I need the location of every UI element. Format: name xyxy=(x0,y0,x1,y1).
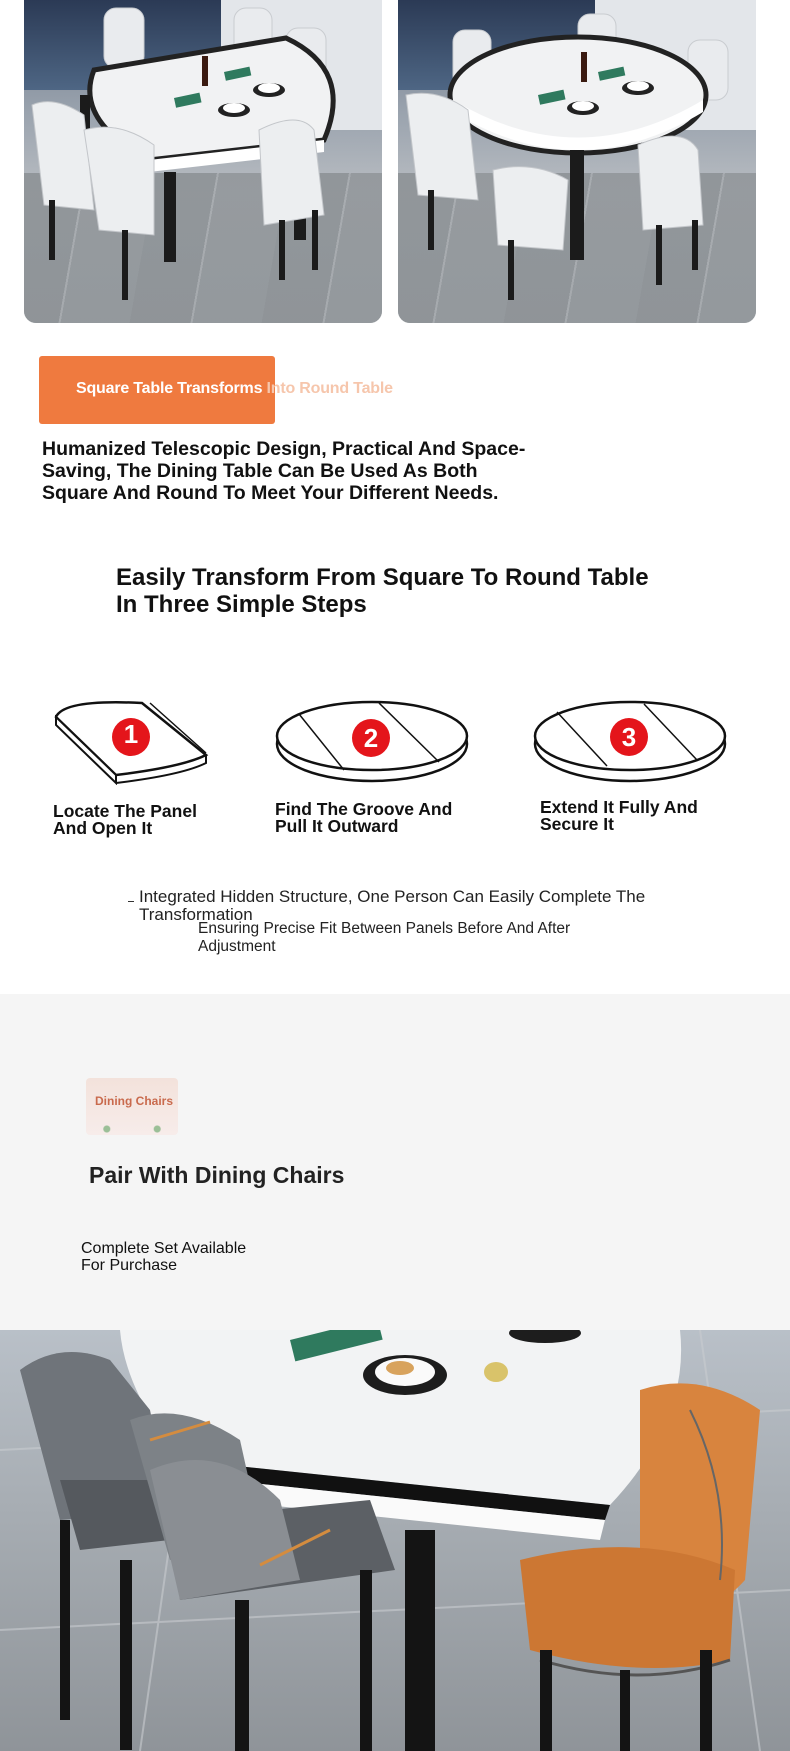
product-photo-round-table xyxy=(398,0,756,323)
note-dash xyxy=(128,901,134,902)
step-3-label: Extend It Fully And Secure It xyxy=(540,797,698,834)
dining-chairs-tag-label: Dining Chairs xyxy=(95,1094,174,1108)
step-2-label: Find The Groove And Pull It Outward xyxy=(275,799,453,836)
product-photo-square-table xyxy=(24,0,382,323)
steps-heading: Easily Transform From Square To Round Table In Three Simple Steps xyxy=(116,564,649,618)
product-photo-chairs xyxy=(0,1330,790,1751)
intro-description: Humanized Telescopic Design, Practical And Space-Saving, The Dining Table Can Be Used As Both Square And Round To Meet Your Different Needs. xyxy=(42,438,526,504)
note-primary: Integrated Hidden Structure, One Person Can Easily Complete The Transformation xyxy=(139,887,646,924)
step-3-number: 3 xyxy=(621,722,637,752)
feature-badge: Square Table Transforms Into Round Table xyxy=(76,380,393,397)
step-1-number: 1 xyxy=(123,719,139,749)
step-1-label: Locate The Panel And Open It xyxy=(53,801,197,838)
note-secondary: Ensuring Precise Fit Between Panels Before And After Adjustment xyxy=(198,920,571,955)
step-2-number: 2 xyxy=(363,723,379,753)
chairs-subtitle: Complete Set Available For Purchase xyxy=(81,1240,247,1274)
chairs-title: Pair With Dining Chairs xyxy=(89,1162,345,1188)
